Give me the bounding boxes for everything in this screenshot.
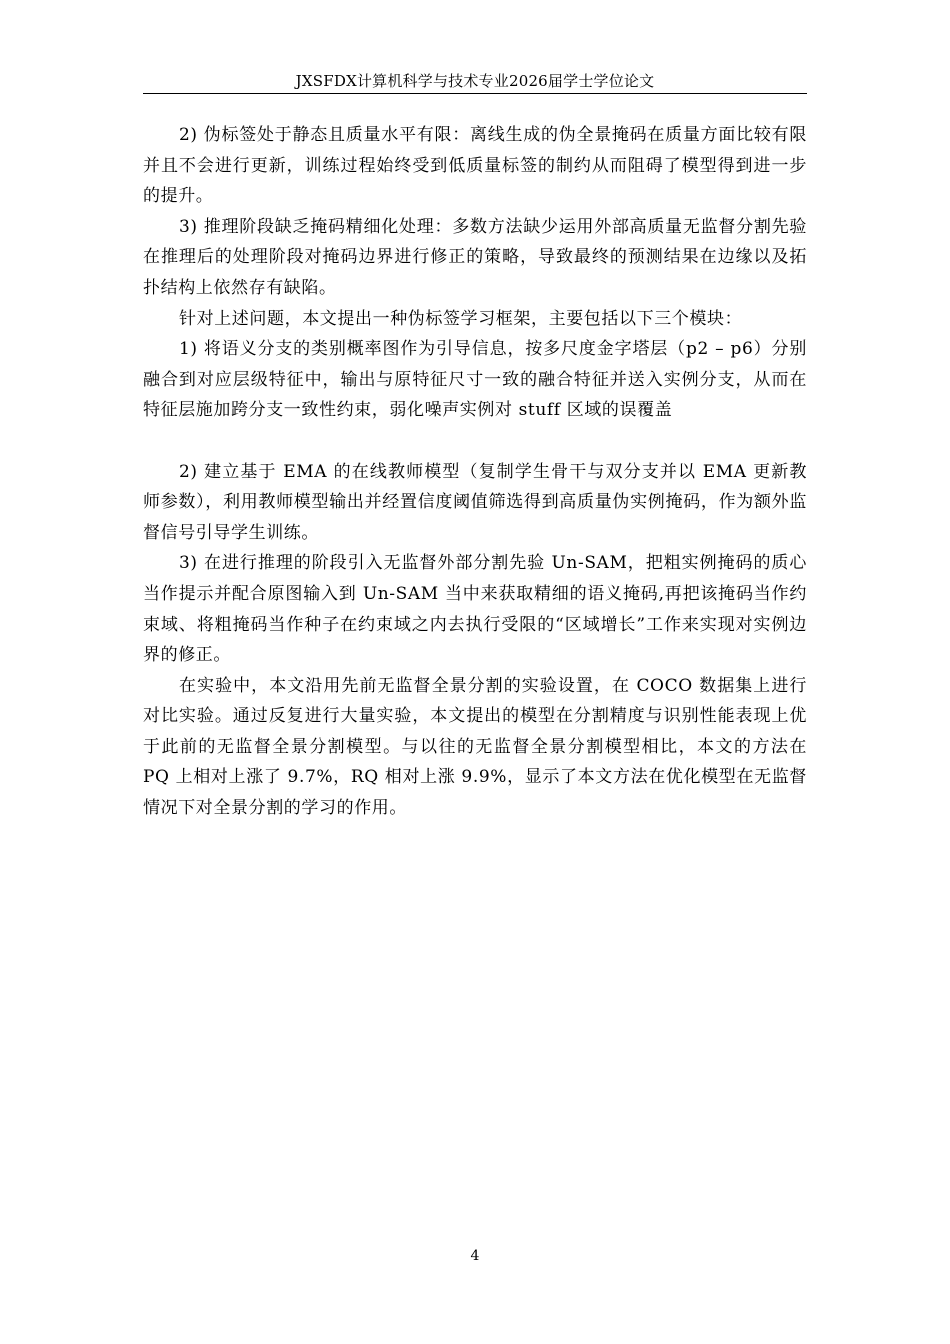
running-header: JXSFDX计算机科学与技术专业2026届学士学位论文 — [295, 72, 655, 90]
body-text — [143, 120, 807, 824]
paragraph-framework-intro: 针对上述问题，本文提出一种伪标签学习框架，主要包括以下三个模块： — [179, 308, 743, 329]
page-number: 4 — [470, 1248, 480, 1264]
paragraph-inference-refinement: 3) 推理阶段缺乏掩码精细化处理：多数方法缺少运用外部高质量无监督分割先验在推理后的处理阶段对掩码边界进行修正的策略，导致最终的预测结果在边缘以及拓扑结构上依然存有缺陷。 — [143, 216, 807, 298]
header-rule — [143, 93, 807, 94]
paragraph-module-3: 3) 在进行推理的阶段引入无监督外部分割先验 Un-SAM，把粗实例掩码的质心当作提示并配合原图输入到 Un-SAM 当中来获取精细的语义掩码,再把该掩码当作约束域、将粗掩码当作种子在约束域之内去执行受限的“区域增长”工作来实现对实例边界的修正。 — [143, 553, 807, 666]
paragraph-module-1: 1) 将语义分支的类别概率图作为引导信息，按多尺度金字塔层（p2 – p6）分别融合到对应层级特征中，输出与原特征尺寸一致的融合特征并送入实例分支，从而在特征层施加跨分支一致性约束，弱化噪声实例对 stuff 区域的误覆盖 — [143, 339, 807, 421]
paragraph-pseudo-label-static: 2) 伪标签处于静态且质量水平有限：离线生成的伪全景掩码在质量方面比较有限并且不会进行更新，训练过程始终受到低质量标签的制约从而阻碍了模型得到进一步的提升。 — [143, 125, 807, 207]
paragraph-module-2: 2) 建立基于 EMA 的在线教师模型（复制学生骨干与双分支并以 EMA 更新教师参数），利用教师模型输出并经置信度阈值筛选得到高质量伪实例掩码，作为额外监督信号引导学生训练。 — [143, 461, 807, 543]
paragraph-experiments: 在实验中，本文沿用先前无监督全景分割的实验设置，在 COCO 数据集上进行对比实验。通过反复进行大量实验，本文提出的模型在分割精度与识别性能表现上优于此前的无监督全景分割模型。与以往的无监督全景分割模型相比，本文的方法在 PQ 上相对上涨了 9.7%，RQ 相对上涨 9.9%，显示了本文方法在优化模型在无监督情况下对全景分割的学习的作用。 — [143, 675, 807, 819]
